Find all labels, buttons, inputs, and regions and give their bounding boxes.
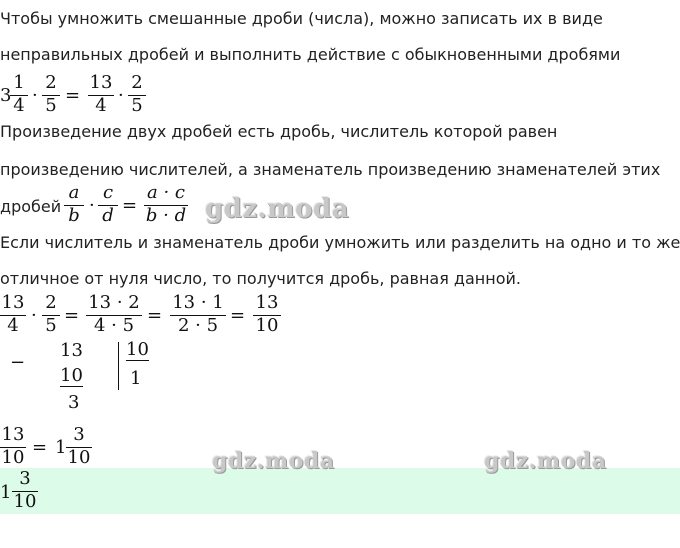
text-line-3: Произведение двух дробей есть дробь, числитель которой равен [0, 122, 558, 141]
numerator: 2 [45, 72, 57, 93]
denominator: 4 · 5 [93, 315, 135, 336]
equation-mixed-to-improper [0, 72, 160, 122]
equals-sign: = [32, 437, 48, 458]
answer-highlight [0, 468, 680, 514]
numerator: 3 [73, 424, 85, 445]
dot-operator: · [89, 195, 95, 216]
denominator: 10 [1, 447, 25, 468]
denominator: 4 [95, 95, 107, 116]
denominator: d [102, 205, 114, 226]
whole-part: 1 [55, 437, 67, 458]
quotient: 1 [130, 368, 142, 389]
equals-sign: = [230, 305, 246, 326]
numerator: c [102, 182, 114, 203]
denominator: 5 [45, 315, 57, 336]
denominator: 4 [7, 315, 19, 336]
equals-sign: = [64, 305, 80, 326]
denominator: 10 [67, 447, 91, 468]
dividend: 13 [60, 340, 83, 361]
text-line-5: дробей [0, 197, 62, 216]
remainder: 3 [68, 392, 80, 413]
numerator: 1 [13, 72, 25, 93]
text-line-1: Чтобы умножить смешанные дроби (числа), можно записать их в виде [0, 9, 603, 28]
numerator: 13 [89, 72, 113, 93]
dot-operator: · [31, 305, 37, 326]
final-answer [0, 468, 60, 514]
equals-sign: = [122, 195, 138, 216]
whole-part: 1 [0, 482, 12, 503]
numerator: 2 [131, 72, 143, 93]
numerator: 13 [1, 292, 25, 313]
minus-sign: − [10, 352, 26, 373]
denominator: 4 [13, 95, 25, 116]
whole-part: 3 [0, 85, 12, 106]
denominator: 10 [13, 491, 37, 512]
text-line-6: Если числитель и знаменатель дроби умножить или разделить на одно и то же [0, 233, 680, 252]
denominator: 2 · 5 [177, 315, 219, 336]
denominator: 10 [255, 315, 279, 336]
numerator: 13 [1, 424, 25, 445]
numerator: a [68, 182, 80, 203]
long-division [0, 340, 160, 416]
dot-operator: · [32, 85, 38, 106]
denominator: 5 [131, 95, 143, 116]
numerator: 2 [45, 292, 57, 313]
denominator: b · d [145, 205, 187, 226]
watermark-logo: gdz.moda [484, 448, 607, 474]
numerator: 13 · 2 [88, 292, 140, 313]
dot-operator: · [118, 85, 124, 106]
equation-improper-to-mixed [0, 424, 120, 472]
numerator: 13 [255, 292, 279, 313]
equals-sign: = [65, 85, 81, 106]
numerator: a · c [147, 182, 185, 203]
text-line-7: отличное от нуля число, то получится дробь, равная данной. [0, 269, 521, 288]
numerator: 13 · 1 [172, 292, 224, 313]
denominator: b [68, 205, 80, 226]
equation-multiply-and-reduce [0, 292, 300, 342]
equals-sign: = [147, 305, 163, 326]
text-line-2: неправильных дробей и выполнить действие с обыкновенными дробями [0, 45, 621, 64]
numerator: 3 [19, 468, 31, 489]
subtrahend: 10 [60, 365, 83, 386]
watermark-logo: gdz.moda [205, 194, 350, 224]
text-line-4: произведению числителей, а знаменатель произведению знаменателей этих [0, 160, 661, 179]
denominator: 5 [45, 95, 57, 116]
equation-fraction-product-rule [64, 182, 204, 232]
watermark-logo: gdz.moda [212, 448, 335, 474]
divisor: 10 [126, 339, 149, 360]
